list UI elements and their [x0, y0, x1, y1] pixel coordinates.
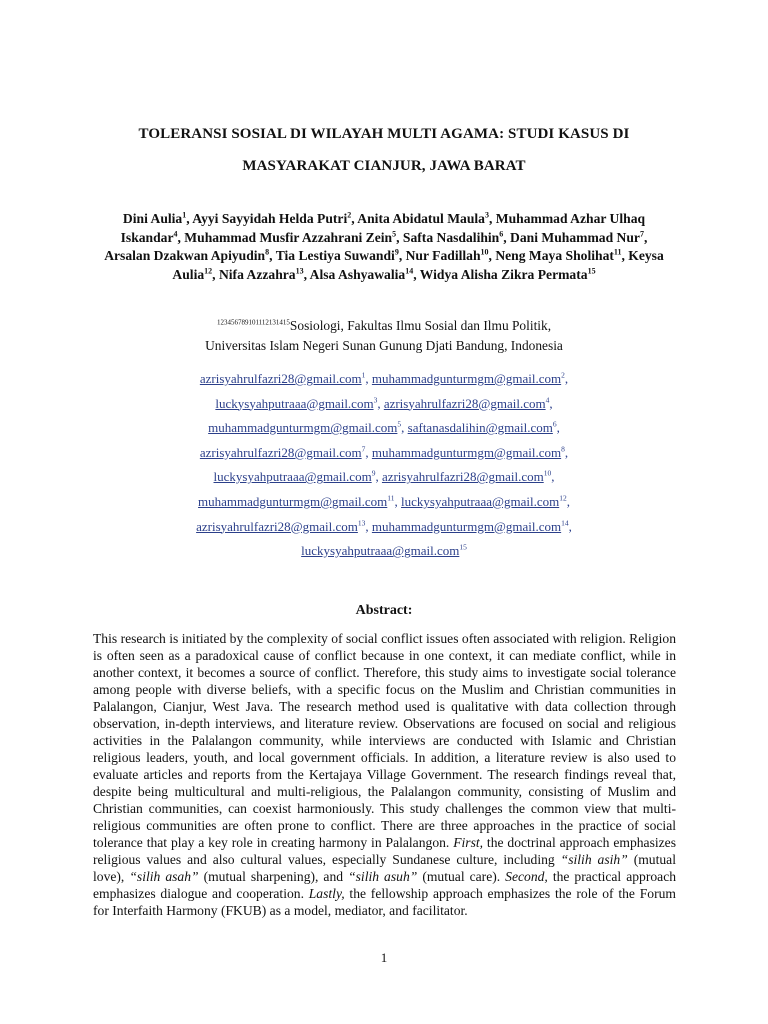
email-index: 10 [543, 469, 552, 479]
title-line-2: MASYARAKAT CIANJUR, JAWA BARAT [242, 158, 526, 174]
author-name: Nur Fadillah [405, 248, 481, 264]
email-link[interactable]: azrisyahrulfazri28@gmail.com [199, 444, 362, 460]
title-line-1: TOLERANSI SOSIAL DI WILAYAH MULTI AGAMA: STUDI KASUS DI [138, 126, 630, 142]
author-name: Arsalan Dzakwan Apiyudin [104, 248, 266, 264]
author-index: 11 [613, 247, 622, 257]
author-name: Widya Alisha Zikra Permata [419, 266, 588, 282]
page-number: 1 [380, 950, 388, 965]
abstract-text: the fellowship approach emphasizes the role of the Forum for Interfaith Harmony (FKUB) as a model, mediator, and facilitator. [93, 886, 676, 918]
affiliation-superscript: 123456789101112131415 [216, 318, 290, 327]
email-link[interactable]: luckysyahputraaa@gmail.com [213, 469, 372, 485]
author-name: Muhammad Musfir Azzahrani Zein [184, 229, 393, 245]
abstract-text: This research is initiated by the complexity of social conflict issues often associated with religion. Religion is often seen as a paradoxical cause of conflict because in one context, it can mediate conflict, while in another context, it becomes a source of conflict. Therefore, this study aims to investigate social tolerance among people with diverse beliefs, with a specific focus on the Muslim and Christian communities in Palalangon, Cianjur, West Java. The research method used is qualitative with data collection through observation, in-depth interviews, and literature review. Observations are focused on social and religious activities in the Palalangon community, while interviews are conducted with Islamic and Christian religious leaders, youth, and local government officials. In addition, a literature review is also used to evaluate articles and reports from the Kertajaya Village Government. The research findings reveal that, despite being multicultural and multi-religious, the Palalangon community, consisting of Muslim and Christian communities, can coexist harmoniously. This study challenges the common view that multi-religious communities are often prone to conflict. There are three approaches in the practice of social tolerance that play a key role in creating harmony in Palalangon. [93, 631, 676, 850]
author-index: 12 [204, 266, 213, 276]
affiliation [100, 316, 668, 356]
email-index: 5 [397, 419, 402, 429]
author-index: 15 [587, 266, 596, 276]
author-index: 13 [295, 266, 304, 276]
email-line: luckysyahputraaa@gmail.com$^3$, azrisyahrulfazri28@gmail.com$^4$, [215, 395, 553, 411]
author-index: 6 [499, 229, 504, 239]
author-name: Muhammad Azhar Ulhaq Iskandar [120, 211, 646, 245]
email-index: 7 [361, 444, 366, 454]
author-index: 2 [347, 210, 352, 220]
abstract-text: (mutual sharpening), and [198, 869, 349, 884]
email-link[interactable]: muhammadgunturmgm@gmail.com [371, 518, 562, 534]
author-index: 4 [173, 229, 178, 239]
author-name: Neng Maya Sholihat [495, 248, 614, 264]
author-list: Dini Aulia$^1$, Ayyi Sayyidah Helda Putri$^2$, Anita Abidatul Maula$^3$, Muhammad Azhar Ulhaq Iskandar$^4$, Muhammad Musfir Azzahrani Zein$^5$, Safta Nasdalihin$^6$, Dani Muhammad Nur$^7$, Arsalan Dzakwan Apiyudin$^8$, Tia Lestiya Suwandi$^9$, Nur Fadillah$^{10}$, Neng Maya Sholihat$^{11}$, Keysa Aulia$^{12}$, Nifa Azzahra$^{13}$, Alsa Ashyawalia$^{14}$, Widya Alisha Zikra Permata$^{15}$ [104, 210, 664, 282]
email-list [90, 367, 678, 564]
email-link[interactable]: muhammadgunturmgm@gmail.com [198, 493, 388, 509]
email-index: 9 [371, 469, 376, 479]
email-index: 11 [387, 493, 395, 503]
email-link[interactable]: azrisyahrulfazri28@gmail.com [199, 371, 362, 386]
email-link[interactable]: saftanasdalihin@gmail.com [407, 420, 553, 436]
abstract-italic-text: First, [453, 835, 484, 850]
abstract-italic-text: “silih asih” [560, 852, 628, 867]
author-index: 8 [265, 247, 270, 257]
abstract-text: the practical approach emphasizes dialogue and cooperation. [93, 869, 677, 901]
author-name: Tia Lestiya Suwandi [275, 248, 395, 264]
abstract-italic-text: Lastly, [308, 886, 345, 901]
author-name: Alsa Ashyawalia [309, 266, 406, 282]
author-name: Anita Abidatul Maula [357, 211, 485, 226]
abstract-heading: Abstract: [355, 603, 413, 618]
email-link[interactable]: azrisyahrulfazri28@gmail.com [196, 518, 358, 534]
abstract-italic-text: Second, [505, 869, 548, 884]
abstract-italic-text: “silih asah” [129, 869, 199, 884]
paper-title [60, 118, 708, 182]
affiliation-line-1: $^{123456789101112131415}$Sosiologi, Fakultas Ilmu Sosial dan Ilmu Politik, [216, 318, 552, 333]
email-link[interactable]: muhammadgunturmgm@gmail.com [371, 444, 562, 460]
email-line: luckysyahputraaa@gmail.com$^9$, azrisyahrulfazri28@gmail.com$^{10}$, [213, 469, 555, 485]
email-link[interactable]: muhammadgunturmgm@gmail.com [371, 371, 562, 386]
email-link[interactable]: azrisyahrulfazri28@gmail.com [381, 469, 544, 485]
author-name: Ayyi Sayyidah Helda Putri [192, 211, 348, 226]
email-index: 12 [559, 493, 567, 503]
email-line [90, 539, 678, 564]
email-index: 15 [459, 542, 467, 552]
abstract-body [93, 630, 676, 919]
email-index: 1 [361, 370, 366, 380]
author-name: Keysa Aulia [172, 248, 664, 282]
email-line: azrisyahrulfazri28@gmail.com$^{13}$, muhammadgunturmgm@gmail.com$^{14}$, [196, 518, 572, 534]
email-line: muhammadgunturmgm@gmail.com$^5$, saftanasdalihin@gmail.com$^6$, [208, 419, 560, 436]
email-line: azrisyahrulfazri28@gmail.com$^1$, muhammadgunturmgm@gmail.com$^2$, [199, 370, 569, 386]
author-index: 3 [484, 210, 489, 220]
email-link[interactable]: luckysyahputraaa@gmail.com [401, 493, 560, 509]
author-index: 5 [392, 229, 397, 239]
email-index: 6 [552, 419, 557, 429]
email-index: 8 [561, 444, 565, 454]
author-name: Nifa Azzahra [218, 266, 296, 282]
affiliation-line-2: Universitas Islam Negeri Sunan Gunung Djati Bandung, Indonesia [205, 338, 563, 353]
email-index: 14 [561, 518, 569, 528]
email-index: 4 [545, 395, 550, 405]
author-name: Dini Aulia [122, 211, 183, 226]
abstract-text: (mutual love), [93, 852, 676, 884]
email-link[interactable]: muhammadgunturmgm@gmail.com [208, 420, 398, 436]
email-line: azrisyahrulfazri28@gmail.com$^7$, muhammadgunturmgm@gmail.com$^8$, [199, 444, 569, 460]
abstract-italic-text: “silih asuh” [348, 869, 418, 884]
author-index: 1 [182, 210, 187, 220]
email-index: 13 [357, 518, 366, 528]
author-index: 10 [480, 247, 489, 257]
email-link[interactable]: luckysyahputraaa@gmail.com [215, 395, 374, 411]
email-link[interactable]: luckysyahputraaa@gmail.com [301, 543, 460, 559]
author-index: 7 [639, 229, 644, 239]
email-index: 3 [373, 395, 378, 405]
author-index: 14 [405, 266, 414, 276]
abstract-text: (mutual care). [417, 869, 506, 884]
author-name: Dani Muhammad Nur [510, 229, 640, 245]
email-index: 2 [561, 370, 565, 380]
author-name: Safta Nasdalihin [402, 229, 500, 245]
email-line: muhammadgunturmgm@gmail.com$^{11}$, luckysyahputraaa@gmail.com$^{12}$, [198, 493, 570, 509]
email-link[interactable]: azrisyahrulfazri28@gmail.com [383, 395, 546, 411]
author-index: 9 [394, 247, 399, 257]
abstract-text: the doctrinal approach emphasizes religious values and also cultural values, especially Sundanese culture, including [93, 835, 676, 867]
